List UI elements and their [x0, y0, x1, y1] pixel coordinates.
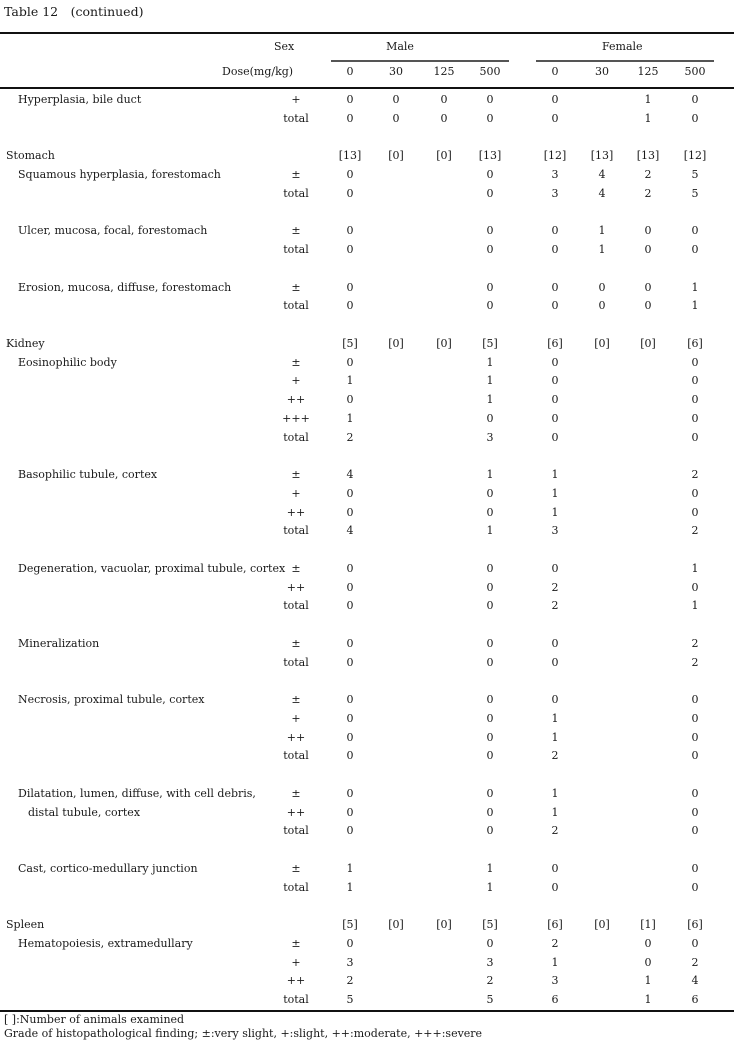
value-cell: 0	[486, 561, 494, 575]
value-cell: 0	[691, 861, 699, 875]
value-cell: 2	[691, 655, 699, 669]
value-cell: 5	[486, 993, 494, 1006]
value-cell: [6]	[547, 336, 563, 350]
value-cell: 1	[346, 374, 354, 388]
value-cell: 4	[598, 186, 606, 200]
grade-label: ±	[291, 786, 301, 800]
value-cell: 0	[691, 824, 699, 838]
total-label: total	[283, 430, 309, 444]
table-title: Table 12 (continued)	[4, 4, 144, 19]
value-cell: 0	[691, 411, 699, 425]
value-cell: 0	[346, 599, 354, 613]
value-cell: [5]	[482, 918, 498, 931]
value-cell: 3	[486, 430, 494, 444]
value-cell: [0]	[436, 149, 452, 163]
value-cell: 1	[691, 599, 699, 613]
value-cell: 0	[644, 936, 652, 950]
grade-label: ±	[291, 636, 301, 650]
grade-label: +	[291, 93, 301, 106]
value-cell: 0	[346, 280, 354, 294]
value-cell: [6]	[687, 336, 703, 350]
value-cell: 0	[644, 224, 652, 238]
value-cell: 0	[486, 749, 494, 763]
grade-label: +	[291, 486, 301, 500]
value-cell: 2	[346, 430, 354, 444]
finding-label: Hyperplasia, bile duct	[18, 93, 142, 106]
value-cell: [0]	[388, 918, 404, 931]
value-cell: [5]	[482, 336, 498, 350]
value-cell: 0	[644, 280, 652, 294]
value-cell: 0	[346, 936, 354, 950]
value-cell: [6]	[547, 918, 563, 931]
value-cell: [0]	[594, 918, 610, 931]
value-cell: 0	[691, 693, 699, 706]
value-cell: 0	[346, 561, 354, 575]
value-cell: [0]	[436, 336, 452, 350]
value-cell: 0	[644, 955, 652, 969]
finding-label: Degeneration, vacuolar, proximal tubule, cortex	[18, 561, 286, 575]
value-cell: 0	[551, 243, 559, 256]
value-cell: 6	[551, 993, 559, 1006]
value-cell: 1	[346, 411, 354, 425]
value-cell: 1	[598, 243, 606, 256]
grade-label: ++	[286, 805, 306, 819]
dose-header-male-500: 500	[479, 65, 501, 78]
dose-header-male-30: 30	[389, 65, 403, 78]
value-cell: 2	[644, 168, 652, 181]
value-cell: 0	[691, 936, 699, 950]
value-cell: 0	[486, 805, 494, 819]
value-cell: 1	[551, 505, 559, 519]
value-cell: 0	[691, 786, 699, 800]
value-cell: 4	[598, 168, 606, 181]
female-group-header: Female	[602, 40, 643, 53]
value-cell: 0	[346, 711, 354, 725]
total-label: total	[283, 993, 309, 1006]
value-cell: 0	[691, 711, 699, 725]
organ-label: Kidney	[6, 336, 45, 350]
male-group-header: Male	[386, 40, 414, 53]
value-cell: 0	[551, 636, 559, 650]
value-cell: 2	[551, 824, 559, 838]
value-cell: 5	[346, 993, 354, 1006]
value-cell: 0	[691, 486, 699, 500]
value-cell: 1	[551, 486, 559, 500]
value-cell: 2	[486, 974, 494, 988]
value-cell: 0	[486, 636, 494, 650]
total-label: total	[283, 243, 309, 256]
value-cell: 0	[486, 93, 494, 106]
value-cell: 0	[551, 655, 559, 669]
value-cell: [13]	[590, 149, 614, 163]
value-cell: 0	[392, 111, 400, 125]
value-cell: 3	[551, 974, 559, 988]
value-cell: 0	[486, 786, 494, 800]
finding-label: Hematopoiesis, extramedullary	[18, 936, 193, 950]
value-cell: 0	[598, 280, 606, 294]
value-cell: 0	[346, 805, 354, 819]
value-cell: 0	[691, 224, 699, 238]
finding-label: Mineralization	[18, 636, 100, 650]
value-cell: 0	[691, 880, 699, 894]
value-cell: 2	[551, 580, 559, 594]
value-cell: [6]	[687, 918, 703, 931]
total-label: total	[283, 186, 309, 200]
value-cell: 2	[691, 524, 699, 538]
value-cell: [0]	[436, 918, 452, 931]
value-cell: 1	[346, 880, 354, 894]
value-cell: 6	[691, 993, 699, 1006]
value-cell: 0	[691, 111, 699, 125]
finding-label: Squamous hyperplasia, forestomach	[18, 168, 221, 181]
value-cell: 1	[551, 468, 559, 481]
value-cell: 0	[486, 505, 494, 519]
grade-label: +	[291, 374, 301, 388]
value-cell: 0	[644, 243, 652, 256]
value-cell: 1	[486, 861, 494, 875]
dose-header-female-30: 30	[595, 65, 609, 78]
value-cell: 4	[691, 974, 699, 988]
value-cell: 2	[551, 599, 559, 613]
value-cell: 0	[551, 93, 559, 106]
value-cell: 1	[486, 393, 494, 406]
value-cell: 0	[486, 411, 494, 425]
grade-label: ++	[286, 730, 306, 744]
value-cell: 1	[551, 955, 559, 969]
value-cell: 1	[486, 880, 494, 894]
finding-label: Eosinophilic body	[18, 355, 117, 369]
value-cell: 0	[551, 299, 559, 313]
value-cell: 0	[551, 111, 559, 125]
finding-label: Dilatation, lumen, diffuse, with cell debris,	[18, 786, 256, 800]
value-cell: 0	[440, 93, 448, 106]
value-cell: 1	[486, 374, 494, 388]
value-cell: 3	[486, 955, 494, 969]
value-cell: 0	[486, 111, 494, 125]
value-cell: 5	[691, 168, 699, 181]
bottom-rule	[0, 1010, 734, 1012]
value-cell: 0	[691, 430, 699, 444]
dose-header-female-0: 0	[551, 65, 559, 78]
footnote-grades: Grade of histopathological finding; ±:very slight, +:slight, ++:moderate, +++:severe	[4, 1027, 483, 1040]
grade-label: ±	[291, 936, 301, 950]
finding-label: Necrosis, proximal tubule, cortex	[18, 693, 205, 706]
value-cell: 0	[346, 186, 354, 200]
value-cell: 0	[486, 936, 494, 950]
value-cell: 3	[346, 955, 354, 969]
total-label: total	[283, 749, 309, 763]
value-cell: 0	[551, 693, 559, 706]
dose-header-female-500: 500	[684, 65, 706, 78]
value-cell: 1	[346, 861, 354, 875]
value-cell: 0	[691, 374, 699, 388]
finding-label: Erosion, mucosa, diffuse, forestomach	[18, 280, 232, 294]
value-cell: [5]	[342, 336, 358, 350]
value-cell: 3	[551, 186, 559, 200]
finding-label: Cast, cortico-medullary junction	[18, 861, 198, 875]
grade-label: ±	[291, 861, 301, 875]
dose-header-male-125: 125	[433, 65, 455, 78]
value-cell: 1	[644, 993, 652, 1006]
grade-label: ±	[291, 168, 301, 181]
value-cell: 1	[644, 974, 652, 988]
value-cell: 0	[486, 486, 494, 500]
value-cell: 0	[486, 186, 494, 200]
grade-label: ±	[291, 224, 301, 238]
finding-label: distal tubule, cortex	[28, 805, 141, 819]
value-cell: 5	[691, 186, 699, 200]
value-cell: 0	[486, 824, 494, 838]
value-cell: 0	[486, 655, 494, 669]
value-cell: 0	[691, 805, 699, 819]
value-cell: 0	[486, 711, 494, 725]
total-label: total	[283, 824, 309, 838]
value-cell: 2	[551, 936, 559, 950]
value-cell: 0	[551, 374, 559, 388]
value-cell: 0	[486, 168, 494, 181]
value-cell: 0	[644, 299, 652, 313]
value-cell: 4	[346, 524, 354, 538]
value-cell: 0	[598, 299, 606, 313]
value-cell: 1	[691, 280, 699, 294]
value-cell: 0	[346, 693, 354, 706]
value-cell: 0	[392, 93, 400, 106]
value-cell: 0	[346, 111, 354, 125]
value-cell: 0	[551, 224, 559, 238]
value-cell: 0	[486, 243, 494, 256]
total-label: total	[283, 111, 309, 125]
value-cell: 1	[598, 224, 606, 238]
value-cell: 0	[346, 224, 354, 238]
value-cell: 0	[551, 411, 559, 425]
value-cell: 0	[346, 393, 354, 406]
value-cell: 0	[346, 580, 354, 594]
value-cell: 0	[346, 355, 354, 369]
footnote-brackets: [ ]:Number of animals examined	[4, 1013, 185, 1026]
dose-header-male-0: 0	[346, 65, 354, 78]
value-cell: 0	[346, 655, 354, 669]
value-cell: 0	[551, 861, 559, 875]
value-cell: 1	[691, 561, 699, 575]
top-rule	[0, 32, 734, 34]
value-cell: 0	[346, 505, 354, 519]
value-cell: 0	[486, 599, 494, 613]
value-cell: 3	[551, 524, 559, 538]
grade-label: +++	[282, 411, 310, 425]
value-cell: 0	[691, 730, 699, 744]
value-cell: [13]	[636, 149, 660, 163]
value-cell: [1]	[640, 918, 656, 931]
value-cell: 0	[551, 561, 559, 575]
dose-header-female-125: 125	[637, 65, 659, 78]
value-cell: 1	[644, 93, 652, 106]
value-cell: 0	[346, 243, 354, 256]
value-cell: 2	[551, 749, 559, 763]
grade-label: ±	[291, 468, 301, 481]
value-cell: 1	[644, 111, 652, 125]
value-cell: 1	[691, 299, 699, 313]
value-cell: [0]	[388, 149, 404, 163]
value-cell: [12]	[543, 149, 567, 163]
value-cell: [5]	[342, 918, 358, 931]
grade-label: ++	[286, 580, 306, 594]
value-cell: 1	[551, 730, 559, 744]
value-cell: 0	[346, 486, 354, 500]
value-cell: 0	[551, 880, 559, 894]
total-label: total	[283, 880, 309, 894]
value-cell: 0	[440, 111, 448, 125]
header-rule	[0, 87, 734, 89]
value-cell: 1	[551, 711, 559, 725]
organ-label: Spleen	[6, 918, 45, 931]
value-cell: 0	[691, 243, 699, 256]
value-cell: 2	[691, 636, 699, 650]
grade-label: ±	[291, 693, 301, 706]
finding-label: Ulcer, mucosa, focal, forestomach	[18, 224, 208, 238]
value-cell: 0	[346, 749, 354, 763]
grade-label: ±	[291, 280, 301, 294]
grade-label: ++	[286, 393, 306, 406]
value-cell: 0	[691, 749, 699, 763]
grade-label: ±	[291, 561, 301, 575]
value-cell: 0	[551, 393, 559, 406]
grade-label: ++	[286, 505, 306, 519]
value-cell: 0	[486, 580, 494, 594]
value-cell: [12]	[683, 149, 707, 163]
organ-label: Stomach	[6, 149, 55, 163]
value-cell: 0	[691, 393, 699, 406]
value-cell: 1	[486, 468, 494, 481]
value-cell: 2	[691, 955, 699, 969]
value-cell: [13]	[338, 149, 362, 163]
grade-label: ±	[291, 355, 301, 369]
value-cell: 2	[691, 468, 699, 481]
value-cell: 2	[346, 974, 354, 988]
total-label: total	[283, 299, 309, 313]
value-cell: 0	[486, 299, 494, 313]
value-cell: 1	[486, 355, 494, 369]
value-cell: 3	[551, 168, 559, 181]
grade-label: +	[291, 711, 301, 725]
value-cell: 0	[551, 280, 559, 294]
value-cell: 0	[691, 355, 699, 369]
value-cell: 0	[346, 168, 354, 181]
value-cell: [0]	[388, 336, 404, 350]
male-group-rule	[331, 60, 509, 62]
grade-label: +	[291, 955, 301, 969]
value-cell: 1	[551, 786, 559, 800]
value-cell: 0	[346, 299, 354, 313]
value-cell: 0	[486, 280, 494, 294]
value-cell: 0	[346, 636, 354, 650]
value-cell: 0	[551, 355, 559, 369]
value-cell: 1	[486, 524, 494, 538]
value-cell: 0	[486, 730, 494, 744]
value-cell: 0	[346, 824, 354, 838]
value-cell: 0	[551, 430, 559, 444]
value-cell: 0	[346, 93, 354, 106]
grade-label: ++	[286, 974, 306, 988]
value-cell: [0]	[640, 336, 656, 350]
dose-label: Dose(mg/kg)	[222, 65, 294, 78]
value-cell: [13]	[478, 149, 502, 163]
value-cell: 0	[691, 580, 699, 594]
total-label: total	[283, 524, 309, 538]
value-cell: 0	[346, 786, 354, 800]
value-cell: 0	[346, 730, 354, 744]
finding-label: Basophilic tubule, cortex	[18, 468, 158, 481]
sex-label: Sex	[274, 40, 295, 53]
value-cell: 1	[551, 805, 559, 819]
value-cell: 0	[486, 224, 494, 238]
total-label: total	[283, 655, 309, 669]
value-cell: 0	[486, 693, 494, 706]
value-cell: 0	[691, 93, 699, 106]
value-cell: 0	[691, 505, 699, 519]
value-cell: 2	[644, 186, 652, 200]
value-cell: 4	[346, 468, 354, 481]
value-cell: [0]	[594, 336, 610, 350]
total-label: total	[283, 599, 309, 613]
female-group-rule	[536, 60, 714, 62]
